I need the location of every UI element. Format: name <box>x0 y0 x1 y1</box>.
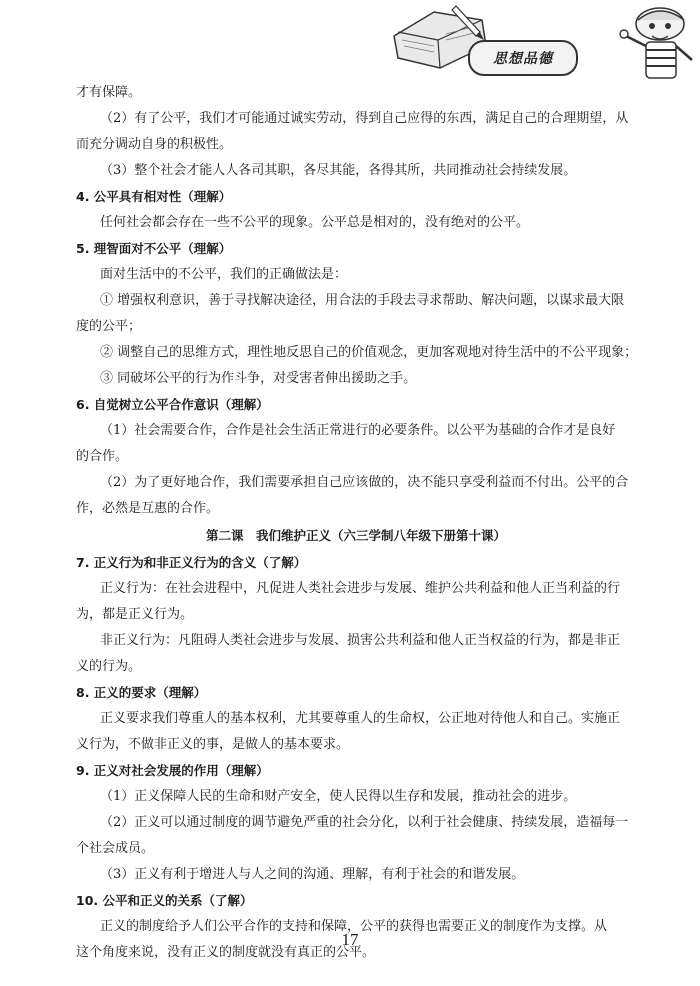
section-heading: 10. 公平和正义的关系（了解） <box>76 893 253 908</box>
text-line: 义行为，不做非正义的事，是做人的基本要求。 <box>76 737 350 752</box>
text-line: 面对生活中的不公平，我们的正确做法是： <box>100 267 348 282</box>
text-line: 才有保障。 <box>76 85 142 100</box>
text-line: 度的公平； <box>76 319 142 334</box>
text-line: （2）有了公平，我们才可能通过诚实劳动，得到自己应得的东西，满足自己的合理期望，从 <box>100 111 629 126</box>
text-line: 正义要求我们尊重人的基本权利，尤其要尊重人的生命权，公正地对待他人和自己。实施正 <box>100 711 621 726</box>
text-line: ③ 同破坏公平的行为作斗争，对受害者伸出援助之手。 <box>100 371 417 386</box>
lesson-title: 第二课 我们维护正义（六三学制八年级下册第十课） <box>205 528 506 543</box>
text-line: 而充分调动自身的积极性。 <box>76 137 233 152</box>
section-heading: 6. 自觉树立公平合作意识（理解） <box>76 397 269 412</box>
text-line: 任何社会都会存在一些不公平的现象。公平总是相对的，没有绝对的公平。 <box>100 215 530 230</box>
text-line: 这个角度来说，没有正义的制度就没有真正的公平。 <box>76 945 376 960</box>
text-line: （3）整个社会才能人人各司其职，各尽其能，各得其所，共同推动社会持续发展。 <box>100 163 577 178</box>
text-line: 的合作。 <box>76 449 129 464</box>
page-content <box>76 80 636 966</box>
section-banner: 思想品德 <box>468 40 578 76</box>
text-line: 个社会成员。 <box>76 841 155 856</box>
text-line: 义的行为。 <box>76 659 142 674</box>
text-line: 正义行为：在社会进程中，凡促进人类社会进步与发展、维护公共利益和他人正当利益的行 <box>100 581 621 596</box>
section-heading: 8. 正义的要求（理解） <box>76 685 207 700</box>
text-line: （3）正义有利于增进人与人之间的沟通、理解，有利于社会的和谐发展。 <box>100 867 525 882</box>
page-number: 17 <box>341 930 359 949</box>
text-line: 非正义行为：凡阻碍人类社会进步与发展、损害公共利益和他人正当权益的行为，都是非正 <box>100 633 621 648</box>
text-line: （2）正义可以通过制度的调节避免严重的社会分化，以利于社会健康、持续发展，造福每一 <box>100 815 629 830</box>
text-line: 作，必然是互惠的合作。 <box>76 501 220 516</box>
text-line: 为，都是正义行为。 <box>76 607 194 622</box>
section-heading: 9. 正义对社会发展的作用（理解） <box>76 763 269 778</box>
section-heading: 7. 正义行为和非正义行为的含义（了解） <box>76 555 307 570</box>
text-line: 正义的制度给予人们公平合作的支持和保障，公平的获得也需要正义的制度作为支撑。从 <box>100 919 608 934</box>
section-heading: 5. 理智面对不公平（理解） <box>76 241 232 256</box>
text-line: （1）正义保障人民的生命和财产安全，使人民得以生存和发展，推动社会的进步。 <box>100 789 577 804</box>
section-heading: 4. 公平具有相对性（理解） <box>76 189 232 204</box>
text-line: ① 增强权利意识，善于寻找解决途径，用合法的手段去寻求帮助、解决问题，以谋求最大限 <box>100 293 625 308</box>
text-line: （1）社会需要合作，合作是社会生活正常进行的必要条件。以公平为基础的合作才是良好 <box>100 423 616 438</box>
text-line: （2）为了更好地合作，我们需要承担自己应该做的，决不能只享受利益而不付出。公平的合 <box>100 475 629 490</box>
text-line: ② 调整自己的思维方式，理性地反思自己的价值观念，更加客观地对待生活中的不公平现象； <box>100 345 638 360</box>
